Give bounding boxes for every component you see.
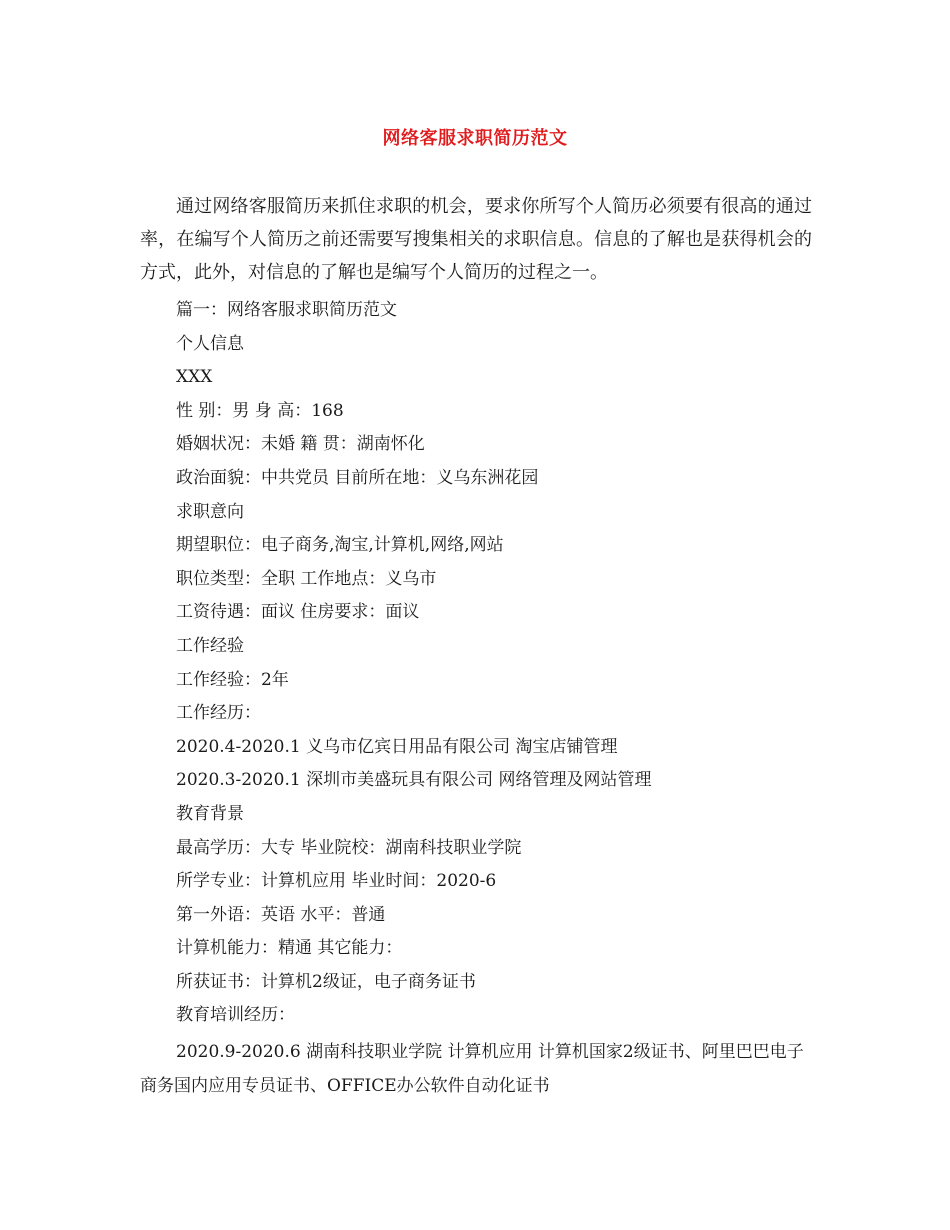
line-personal-info-heading: 个人信息 (176, 333, 244, 354)
line-work-experience-years: 工作经验：2年 (176, 669, 289, 690)
line-training-label: 教育培训经历： (176, 1005, 295, 1026)
line-political-location: 政治面貌：中共党员 目前所在地：义乌东洲花园 (176, 467, 539, 488)
intro-paragraph: 通过网络客服简历来抓住求职的机会，要求你所写个人简历必须要有很高的通过率，在编写个人简历之前还需要写搜集相关的求职信息。信息的了解也是获得机会的方式，此外，对信息的了解也是编写个人简历的过程之一。 (140, 196, 812, 283)
line-name: XXX (176, 367, 213, 388)
line-education-heading: 教育背景 (176, 803, 244, 824)
line-marital-hometown: 婚姻状况：未婚 籍 贯：湖南怀化 (176, 434, 425, 455)
line-major-graduation: 所学专业：计算机应用 毕业时间：2020-6 (176, 871, 497, 892)
line-gender-height: 性 别：男 身 高：168 (176, 400, 344, 421)
line-work-history-2: 2020.3-2020.1 深圳市美盛玩具有限公司 网络管理及网站管理 (176, 770, 652, 791)
line-job-type-location: 职位类型：全职 工作地点：义乌市 (176, 568, 437, 589)
line-desired-position: 期望职位：电子商务,淘宝,计算机,网络,网站 (176, 535, 504, 556)
line-work-history-1: 2020.4-2020.1 义乌市亿宾日用品有限公司 淘宝店铺管理 (176, 736, 618, 757)
line-salary-housing: 工资待遇：面议 住房要求：面议 (176, 602, 420, 623)
document-title: 网络客服求职简历范文 (382, 128, 568, 149)
training-history-paragraph: 2020.9-2020.6 湖南科技职业学院 计算机应用 计算机国家2级证书、阿里巴巴电子商务国内应用专员证书、OFFICE办公软件自动化证书 (140, 1042, 804, 1096)
line-job-intent-heading: 求职意向 (176, 501, 244, 522)
resume-lines (176, 294, 816, 1033)
line-work-history-label: 工作经历： (176, 703, 261, 724)
line-section-heading: 篇一：网络客服求职简历范文 (176, 300, 397, 320)
line-foreign-language: 第一外语：英语 水平：普通 (176, 904, 386, 925)
line-certificates: 所获证书：计算机2级证，电子商务证书 (176, 971, 476, 992)
line-work-experience-heading: 工作经验 (176, 635, 244, 656)
line-computer-skills: 计算机能力：精通 其它能力： (176, 938, 403, 959)
line-degree-school: 最高学历：大专 毕业院校：湖南科技职业学院 (176, 837, 522, 858)
